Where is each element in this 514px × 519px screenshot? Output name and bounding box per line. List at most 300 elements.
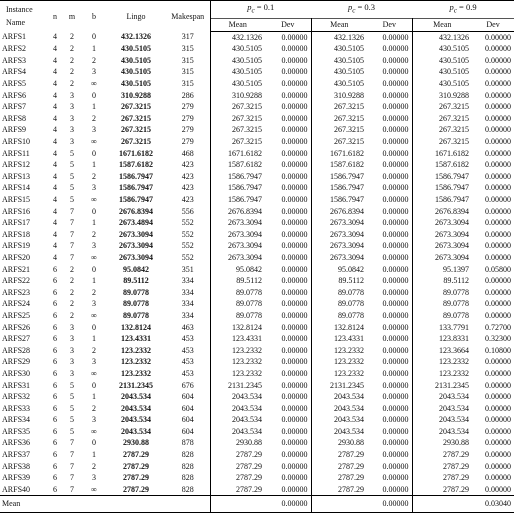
footer-dev-2: 0.03040 <box>472 496 514 513</box>
pc-subscript: c <box>352 6 356 15</box>
mean-pc01-cell: 267.3215 <box>232 102 262 112</box>
lingo-cell: 430.5105 <box>121 44 151 54</box>
table-row <box>0 333 514 345</box>
makespan-cell: 334 <box>166 275 210 287</box>
mean-header-2: Mean <box>412 18 472 31</box>
mean-pc03-cell: 430.5105 <box>334 55 365 65</box>
table-row <box>0 66 514 78</box>
table-row <box>0 136 514 148</box>
m-cell: 5 <box>70 183 74 193</box>
makespan-cell: 423 <box>166 171 210 183</box>
mean-pc01-cell: 2673.3094 <box>228 218 262 228</box>
dev-pc09-cell: 0.00000 <box>485 67 512 77</box>
table-row <box>0 449 514 461</box>
makespan-cell: 453 <box>166 345 210 357</box>
dev-pc01-cell: 0.00000 <box>265 333 311 345</box>
dev-pc03-cell: 0.00000 <box>367 78 412 90</box>
mean-pc01-cell: 123.2332 <box>232 368 262 378</box>
dev-pc03-cell: 0.00000 <box>367 66 412 78</box>
mean-pc09-cell: 89.5112 <box>443 276 470 286</box>
dev-pc09-cell: 0.00000 <box>485 148 512 158</box>
table-row <box>0 78 514 90</box>
dev-header-0: Dev <box>265 18 311 31</box>
mean-pc09-cell: 2131.2345 <box>435 380 470 390</box>
mean-pc09-cell: 1586.7947 <box>435 183 470 193</box>
dev-pc03-cell: 0.00000 <box>367 322 412 334</box>
instance-cell: ARFS19 <box>2 241 31 251</box>
pc-group-header-1 <box>311 1 412 19</box>
instance-cell: ARFS32 <box>2 392 31 402</box>
n-cell: 4 <box>53 44 57 54</box>
mean-pc03-cell: 89.0778 <box>338 310 365 320</box>
dev-pc03-cell: 0.00000 <box>367 333 412 345</box>
dev-pc01-cell: 0.00000 <box>265 298 311 310</box>
mean-pc03-cell: 2043.534 <box>334 403 365 413</box>
n-cell: 6 <box>48 484 62 496</box>
mean-pc03-cell: 267.3215 <box>334 102 365 112</box>
m-cell: 5 <box>70 415 74 425</box>
mean-pc09-cell: 133.7791 <box>439 322 470 332</box>
dev-pc09-cell: 0.00000 <box>485 195 512 204</box>
n-cell: 6 <box>53 357 57 367</box>
dev-pc09-cell: 0.00000 <box>485 218 512 228</box>
dev-pc01-cell: 0.00000 <box>265 124 311 136</box>
instance-cell: ARFS10 <box>2 137 31 147</box>
mean-pc09-cell: 430.5105 <box>439 67 470 77</box>
table-row <box>0 229 514 241</box>
dev-pc01-cell: 0.00000 <box>265 403 311 415</box>
instance-cell: ARFS40 <box>0 484 48 496</box>
dev-pc03-cell: 0.00000 <box>367 229 412 241</box>
dev-pc09-cell: 0.00000 <box>485 438 512 448</box>
mean-pc03-cell: 123.2332 <box>334 357 365 367</box>
dev-pc09-cell: 0.00000 <box>485 137 512 147</box>
mean-pc01-cell: 2043.534 <box>232 426 262 436</box>
lingo-cell: 2787.29 <box>123 461 149 471</box>
table-row <box>0 403 514 415</box>
dev-pc09-cell: 0.00000 <box>485 102 512 112</box>
b-cell: 2 <box>92 345 96 355</box>
instance-header-line2: Name <box>6 18 26 28</box>
instance-cell: ARFS39 <box>2 473 31 483</box>
n-cell: 6 <box>53 276 57 286</box>
table-body <box>0 31 514 496</box>
dev-pc03-cell: 0.00000 <box>367 136 412 148</box>
lingo-cell: 2043.534 <box>121 415 151 425</box>
table-row <box>0 159 514 171</box>
b-cell: 1 <box>92 102 96 112</box>
m-cell: 2 <box>70 67 74 77</box>
lingo-cell: 123.2332 <box>121 368 151 378</box>
n-cell: 4 <box>53 171 57 181</box>
table-row <box>0 217 514 229</box>
lingo-cell: 2787.29 <box>123 450 149 460</box>
instance-cell: ARFS24 <box>2 299 31 309</box>
dev-pc03-cell: 0.00000 <box>367 403 412 415</box>
lingo-cell: 132.8124 <box>121 322 151 332</box>
n-cell: 4 <box>53 79 57 89</box>
mean-pc01-cell: 1587.6182 <box>228 160 262 170</box>
dev-pc01-cell: 0.00000 <box>265 217 311 229</box>
dev-pc01-cell: 0.00000 <box>265 287 311 299</box>
dev-pc09-cell: 0.00000 <box>485 125 512 135</box>
dev-pc01-cell: 0.00000 <box>265 356 311 368</box>
dev-pc01-cell: 0.00000 <box>265 275 311 287</box>
mean-pc09-cell: 1586.7947 <box>435 195 470 204</box>
makespan-cell: 315 <box>166 55 210 67</box>
table-row <box>0 472 514 484</box>
dev-pc03-cell: 0.00000 <box>367 287 412 299</box>
lingo-cell: 1671.6182 <box>119 148 153 158</box>
m-cell: 5 <box>70 160 74 170</box>
mean-pc09-cell: 267.3215 <box>439 137 470 147</box>
mean-pc03-cell: 123.2332 <box>334 368 365 378</box>
dev-pc01-cell: 0.00000 <box>265 426 311 438</box>
mean-pc01-cell: 2787.29 <box>236 461 262 471</box>
b-cell: ∞ <box>91 195 97 204</box>
dev-pc03-cell: 0.00000 <box>367 449 412 461</box>
m-cell: 7 <box>70 450 74 460</box>
dev-pc09-cell: 0.00000 <box>485 461 512 471</box>
mean-pc09-cell: 123.2332 <box>439 368 470 378</box>
n-cell: 6 <box>53 415 57 425</box>
b-cell: 1 <box>92 450 96 460</box>
dev-pc03-cell: 0.00000 <box>367 90 412 102</box>
dev-pc09-cell: 0.00000 <box>485 380 512 390</box>
mean-pc09-cell: 1671.6182 <box>435 148 470 158</box>
b-cell: 2 <box>92 55 96 65</box>
makespan-cell: 317 <box>166 31 210 43</box>
mean-pc09-cell: 1587.6182 <box>435 160 470 170</box>
makespan-cell: 604 <box>166 426 210 438</box>
dev-pc03-cell: 0.00000 <box>367 298 412 310</box>
mean-pc01-cell: 267.3215 <box>232 125 262 135</box>
dev-pc03-cell: 0.00000 <box>367 182 412 194</box>
table-row <box>0 437 514 449</box>
dev-pc03-cell: 0.00000 <box>367 437 412 449</box>
dev-pc03-cell: 0.00000 <box>367 171 412 183</box>
mean-pc03-cell: 267.3215 <box>334 125 365 135</box>
mean-pc09-cell: 2787.29 <box>443 461 470 471</box>
m-cell: 3 <box>70 102 74 112</box>
dev-pc03-cell: 0.00000 <box>367 124 412 136</box>
table-row <box>0 461 514 473</box>
n-cell: 4 <box>53 32 57 42</box>
makespan-cell: 315 <box>166 66 210 78</box>
dev-header-2: Dev <box>472 18 514 31</box>
table-row <box>0 148 514 160</box>
makespan-cell: 604 <box>166 391 210 403</box>
pc-value: = 0.1 <box>254 2 275 12</box>
b-cell: ∞ <box>91 310 97 320</box>
mean-pc01-cell: 2930.88 <box>236 438 262 448</box>
mean-pc03-cell: 432.1326 <box>334 32 365 42</box>
makespan-cell: 604 <box>166 414 210 426</box>
dev-pc09-cell: 0.00000 <box>485 171 512 181</box>
mean-footer-row <box>0 496 514 513</box>
lingo-cell: 2673.3094 <box>119 241 153 251</box>
instance-cell: ARFS17 <box>2 218 31 228</box>
dev-pc09-cell: 0.00000 <box>485 206 512 216</box>
m-cell: 7 <box>70 461 74 471</box>
mean-pc03-cell: 1586.7947 <box>330 195 365 204</box>
dev-pc03-cell: 0.00000 <box>367 472 412 484</box>
n-cell: 6 <box>53 322 57 332</box>
makespan-cell: 351 <box>166 264 210 276</box>
b-cell: 1 <box>92 392 96 402</box>
mean-pc09-cell: 89.0778 <box>443 287 470 297</box>
instance-cell: ARFS35 <box>2 426 31 436</box>
n-cell: 4 <box>53 102 57 112</box>
dev-pc03-cell: 0.00000 <box>367 240 412 252</box>
b-cell: 3 <box>92 125 96 135</box>
mean-pc09-cell: 2787.29 <box>412 484 472 496</box>
m-cell: 5 <box>70 380 74 390</box>
makespan-cell: 423 <box>166 159 210 171</box>
makespan-cell: 552 <box>166 229 210 241</box>
mean-pc01-cell: 430.5105 <box>232 67 262 77</box>
n-cell: 4 <box>53 90 57 100</box>
b-cell: 1 <box>92 44 96 54</box>
mean-pc09-cell: 267.3215 <box>439 113 470 123</box>
makespan-cell: 468 <box>166 148 210 160</box>
mean-pc01-cell: 95.0842 <box>236 264 262 274</box>
b-cell: 2 <box>92 171 96 181</box>
dev-header-1: Dev <box>367 18 412 31</box>
dev-pc09-cell: 0.00000 <box>485 357 512 367</box>
m-header: m <box>62 1 82 32</box>
pc-symbol: p <box>247 2 252 12</box>
b-cell: 0 <box>92 32 96 42</box>
table-row <box>0 380 514 392</box>
instance-cell: ARFS22 <box>2 276 31 286</box>
dev-pc01-cell: 0.00000 <box>265 252 311 264</box>
instance-cell: ARFS29 <box>2 357 31 367</box>
n-cell: 6 <box>53 473 57 483</box>
lingo-cell: 267.3215 <box>121 113 151 123</box>
dev-pc01-cell: 0.00000 <box>265 182 311 194</box>
mean-pc01-cell: 2676.8394 <box>228 206 262 216</box>
mean-pc01-cell: 1586.7947 <box>228 183 262 193</box>
table-row <box>0 43 514 55</box>
table-row <box>0 240 514 252</box>
instance-name-header <box>0 1 48 32</box>
makespan-cell: 552 <box>166 240 210 252</box>
instance-cell: ARFS2 <box>2 44 27 54</box>
mean-pc09-cell: 430.5105 <box>439 79 470 89</box>
instance-cell: ARFS18 <box>2 229 31 239</box>
table-row <box>0 298 514 310</box>
dev-pc03-cell: 0.00000 <box>367 310 412 322</box>
instance-cell: ARFS20 <box>2 252 31 262</box>
lingo-cell: 123.2332 <box>121 345 151 355</box>
dev-pc09-cell: 0.00000 <box>485 90 512 100</box>
mean-pc01-cell: 89.0778 <box>236 310 262 320</box>
m-cell: 2 <box>70 310 74 320</box>
n-cell: 6 <box>53 299 57 309</box>
makespan-cell: 279 <box>166 136 210 148</box>
b-cell: 0 <box>92 206 96 216</box>
dev-pc01-cell: 0.00000 <box>265 101 311 113</box>
m-cell: 7 <box>70 473 74 483</box>
mean-pc09-cell: 2043.534 <box>439 415 470 425</box>
table-row <box>0 113 514 125</box>
pc-subscript: c <box>453 6 457 15</box>
dev-pc09-cell: 0.00000 <box>485 299 512 309</box>
dev-pc03-cell: 0.00000 <box>367 345 412 357</box>
dev-pc09-cell: 0.00000 <box>472 484 514 496</box>
table-row <box>0 264 514 276</box>
dev-pc03-cell: 0.00000 <box>367 148 412 160</box>
table-row <box>0 206 514 218</box>
b-header: b <box>82 1 106 32</box>
makespan-cell: 556 <box>166 206 210 218</box>
mean-pc03-cell: 2673.3094 <box>330 229 365 239</box>
m-cell: 3 <box>70 90 74 100</box>
dev-pc09-cell: 0.00000 <box>485 32 512 42</box>
table-row <box>0 368 514 380</box>
n-cell: 6 <box>53 438 57 448</box>
pc-symbol: p <box>347 2 353 12</box>
dev-pc01-cell: 0.00000 <box>265 368 311 380</box>
footer-mean-label: Mean <box>0 496 48 513</box>
m-cell: 2 <box>70 55 74 65</box>
dev-pc01-cell: 0.00000 <box>265 159 311 171</box>
table-row <box>0 31 514 43</box>
m-cell: 7 <box>62 484 82 496</box>
mean-pc03-cell: 2673.3094 <box>330 241 365 251</box>
dev-pc03-cell: 0.00000 <box>367 31 412 43</box>
dev-pc03-cell: 0.00000 <box>367 484 412 496</box>
dev-pc01-cell: 0.00000 <box>265 391 311 403</box>
m-cell: 3 <box>70 113 74 123</box>
dev-pc03-cell: 0.00000 <box>367 275 412 287</box>
b-cell: 0 <box>92 438 96 448</box>
mean-pc03-cell: 132.8124 <box>334 322 365 332</box>
lingo-cell: 89.0778 <box>123 299 149 309</box>
b-cell: ∞ <box>91 252 97 262</box>
lingo-cell: 2787.29 <box>106 484 166 496</box>
lingo-cell: 430.5105 <box>121 55 151 65</box>
table-row <box>0 171 514 183</box>
mean-pc09-cell: 2043.534 <box>439 426 470 436</box>
instance-cell: ARFS26 <box>2 322 31 332</box>
dev-pc01-cell: 0.00000 <box>265 240 311 252</box>
makespan-cell: 334 <box>166 287 210 299</box>
mean-pc09-cell: 123.2332 <box>439 357 470 367</box>
instance-cell: ARFS3 <box>2 55 27 65</box>
n-cell: 4 <box>53 241 57 251</box>
m-cell: 7 <box>70 241 74 251</box>
dev-pc03-cell: 0.00000 <box>367 217 412 229</box>
mean-pc01-cell: 132.8124 <box>232 322 262 332</box>
dev-pc09-cell: 0.32300 <box>485 334 512 344</box>
n-cell: 6 <box>53 310 57 320</box>
m-cell: 2 <box>70 32 74 42</box>
dev-pc03-cell: 0.00000 <box>367 426 412 438</box>
pc-symbol: p <box>449 2 454 12</box>
dev-pc01-cell: 0.00000 <box>265 194 311 206</box>
m-cell: 5 <box>70 171 74 181</box>
mean-pc03-cell: 430.5105 <box>334 67 365 77</box>
dev-pc01-cell: 0.00000 <box>265 414 311 426</box>
lingo-cell: 1586.7947 <box>119 183 153 193</box>
m-cell: 3 <box>70 345 74 355</box>
dev-pc03-cell: 0.00000 <box>367 206 412 218</box>
lingo-cell: 1587.6182 <box>119 160 153 170</box>
dev-pc01-cell: 0.00000 <box>265 322 311 334</box>
b-cell: 3 <box>92 67 96 77</box>
b-cell: 2 <box>92 229 96 239</box>
n-cell: 4 <box>53 206 57 216</box>
n-header: n <box>48 1 62 32</box>
m-cell: 7 <box>70 229 74 239</box>
makespan-cell: 463 <box>166 322 210 334</box>
makespan-cell: 828 <box>166 472 210 484</box>
mean-pc09-cell: 2043.534 <box>439 392 470 402</box>
instance-cell: ARFS38 <box>2 461 31 471</box>
dev-pc03-cell: 0.00000 <box>367 414 412 426</box>
mean-pc09-cell: 95.1397 <box>443 264 470 274</box>
mean-pc03-cell: 267.3215 <box>334 137 365 147</box>
dev-pc01-cell: 0.00000 <box>265 206 311 218</box>
mean-pc03-cell: 2043.534 <box>334 426 365 436</box>
footer-dev-1: 0.00000 <box>367 496 412 513</box>
mean-pc01-cell: 2131.2345 <box>228 380 262 390</box>
instance-cell: ARFS11 <box>2 148 30 158</box>
makespan-cell: 604 <box>166 403 210 415</box>
m-cell: 2 <box>70 264 74 274</box>
mean-pc03-cell: 2787.29 <box>311 484 367 496</box>
m-cell: 7 <box>70 206 74 216</box>
dev-pc09-cell: 0.00000 <box>485 229 512 239</box>
dev-pc03-cell: 0.00000 <box>367 356 412 368</box>
dev-pc03-cell: 0.00000 <box>367 101 412 113</box>
dev-pc09-cell: 0.00000 <box>485 183 512 193</box>
m-cell: 2 <box>70 79 74 89</box>
mean-pc09-cell: 1586.7947 <box>435 171 470 181</box>
lingo-cell: 123.2332 <box>121 357 151 367</box>
table-row <box>0 55 514 67</box>
n-cell: 4 <box>53 218 57 228</box>
dev-pc03-cell: 0.00000 <box>367 159 412 171</box>
dev-pc01-cell: 0.00000 <box>265 171 311 183</box>
makespan-cell: 552 <box>166 252 210 264</box>
dev-pc01-cell: 0.00000 <box>265 113 311 125</box>
mean-pc09-cell: 2673.3094 <box>435 252 470 262</box>
mean-pc01-cell: 1671.6182 <box>228 148 262 158</box>
mean-pc01-cell: 2043.534 <box>232 392 262 402</box>
pc-group-header-2 <box>412 1 514 19</box>
pc-value: = 0.3 <box>355 2 376 12</box>
table-row <box>0 124 514 136</box>
mean-header-1: Mean <box>311 18 367 31</box>
dev-pc09-cell: 0.00000 <box>485 276 512 286</box>
dev-pc01-cell: 0.00000 <box>265 380 311 392</box>
dev-pc01-cell: 0.00000 <box>265 31 311 43</box>
m-cell: 5 <box>70 148 74 158</box>
b-cell: ∞ <box>91 79 97 89</box>
mean-pc09-cell: 89.0778 <box>443 299 470 309</box>
mean-pc01-cell: 2787.29 <box>236 473 262 483</box>
b-cell: 1 <box>92 160 96 170</box>
table-row <box>0 194 514 206</box>
dev-pc01-cell: 0.00000 <box>265 461 311 473</box>
lingo-cell: 1586.7947 <box>119 171 153 181</box>
m-cell: 5 <box>70 426 74 436</box>
mean-pc01-cell: 432.1326 <box>232 32 262 42</box>
m-cell: 3 <box>70 357 74 367</box>
